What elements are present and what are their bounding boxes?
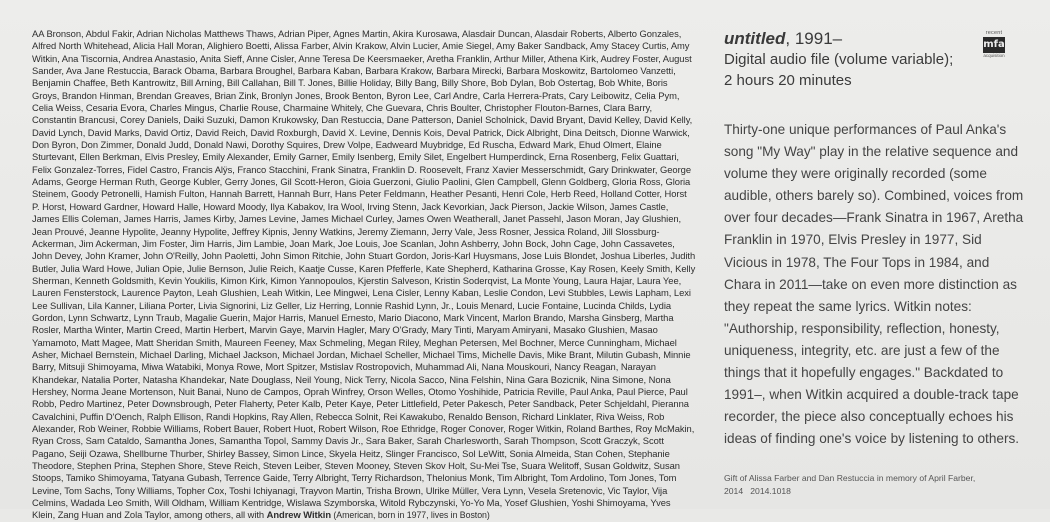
credit-line — [724, 472, 1024, 498]
contributor-names: AA Bronson, Abdul Fakir, Adrian Nicholas Matthews Thaws, Adrian Piper, Agnes Martin, Akira Kurosawa, Alasdair Duncan, Alasdair Roberts, Alberto Gonzales, Alfred North Whitehead, Alicia Hall Moran, Alighiero Boetti, Alissa Farber, Alvin Krakow, Alvin Lucier, Amie Siegel, Amy Baker Sandback, Amy Stacey Curtis, Amy Witkin, Ana Tiscornia, Andrea Anastasio, Anita Sieff, Anne Cisler, Anne Teresa De Keersmaeker, Aretha Franklin, Arthur Miller, Athena Kirk, Audrey Foster, August Sander, Ava Jane Restuccia, Barack Obama, Barbara Broughel, Barbara Kaban, Barbara Krakow, Barbara Mirecki, Barbara Moskowitz, Bartolomeo Vanzetti, Benjamin Chaffee, Beth Kantrowitz, Bill Arning, Bill Callahan, Bill T. Jones, Billie Holiday, Billy Bang, Billy Shore, Bob Dylan, Bob Ostertag, Bob White, Boris Groys, Brandon Hinman, Brendan Greaves, Brian Zink, Bronlyn Jones, Brook Benton, Byron Lee, Carl Andre, Carla Herrera-Prats, Cary Leibowitz, Celia Pym, Celia Weiss, Cesaria Evora, Charles Mingus, Charlie Rouse, Charmaine Whitely, Che Guevara, Chris Boulter, Christopher Flouton-Barnes, Clara Barry, Constantin Brancusi, Corey Daniels, Daiki Suzuki, Damon Krukowsky, Dan Restuccia, Dane Patterson, Daniel Scholnick, David Bryant, David Kelley, David Kelly, David Lynch, David Marks, David Ortiz, David Reich, David Roxburgh, David X. Levine, Dennis Kois, Deval Patrick, Dick Albright, Dina Deitsch, Dionne Warwick, Don Byron, Don Zimmer, Donald Judd, Donald Nawi, Dorothy Squires, Drew Volpe, Eadweard Muybridge, Ed Ruscha, Edward Mark, Ehud Olmert, Elaine Sturtevant, Ellen Berkman, Elvis Presley, Emily Alexander, Emily Garner, Emily Isenberg, Emily Silet, Engelbert Humperdinck, Erna Rosenberg, Felix Guattari, Felix Gonzalez-Torres, Fidel Castro, Francis Alÿs, Franco Stacchini, Frank Sinatra, Franklin D. Roosevelt, Franz Xavier Messerschmidt, Gary Drinkwater, George Adams, George Herman Ruth, George Kubler, Gerry Jones, Gil Scott-Heron, Gioia Guerzoni, Giulio Paolini, Glen Campbell, Glenn Goldberg, Gloria Ross, Gloria Steinem, Goody Petronelli, Hamish Fulton, Hannah Barrett, Hannah Burr, Hans Peter Feldmann, Heather Pesanti, Henri Cole, Herb Reed, Holland Cotter, Horst P. Horst, Howard Gardner, Howard Halle, Howard Moody, Ilya Kabakov, Ira Wool, Irving Stenn, Jack Kevorkian, Jack Pierson, Jackie Wilson, James Castle, James Ellis Coleman, James Harris, James Kirby, James Levine, James Michael Curley, James Owen Weatherall, Janet Passehl, Jason Moran, Jay Glushien, Jean Prouvé, Jeanne Hypolite, Jeanny Hypolite, Jeffrey Kipnis, Jenny Watkins, Jeremy Ziemann, Jerry Vale, Jess Rosner, Jessica Roland, Jill Slossburg-Ackerman, Jim Ackerman, Jim Foster, Jim Harris, Jim Lambie, Joan Mark, Joe Louis, Joe Scanlan, John Ashberry, John Bock, John Cage, John Cassavetes, John Devey, John Kramer, John O'Reilly, John Paoletti, John Simon Ritchie, John Stuart Gordon, Joris-Karl Huysmans, Jose Luis Blondet, Joshua Liberles, Judith Butler, Julia Ward Howe, Julian Opie, Julie Bernson, Julie Reich, Kaatje Cusse, Karen Pfefferle, Kate Shepherd, Katharina Grosse, Kay Rosen, Keely Smith, Kelly Sherman, Kenneth Goldsmith, Kevin Youkilis, Kimon Kirk, Kimon Yannopoulos, Kjerstin Salveson, Kristin Soderqvist, La Monte Young, Laura Hajar, Laura Yee, Lauren Fensterstock, Laurence Payton, Leah Glushien, Leah Witkin, Lee Mingwei, Lena Cisler, Lenny Kaban, Leslie Condon, Levi Stubbles, Lewis Lapham, Lexi Lee Sullivan, Lila Kanner, Liliana Porter, Livia Signorini, Liz Geller, Liz Herring, Lonnie Rashid Lynn, Jr., Louis Menard, Lucie Fontaine, Lucinda Childs, Lydia Gordon, Lynn Schwartz, Lynn Traub, Magalie Guerin, Major Harris, Manuel Ernesto, Mario Diacono, Mark Vincent, Marlon Brando, Marsha Ginsberg, Martha Rosler, Martha Winter, Martin Creed, Martin Herbert, Marvin Gaye, Marvin Hagler, Mary O'Grady, Mary Tinti, Maryam Amiryani, Masako Glushien, Masao Yamamoto, Matt Magee, Matt Sheridan Smith, Maureen Feeney, Max Schmeling, Megan Riley, Meghan Petersen, Mel Bochner, Merce Cunningham, Michael Asher, Michael Bernstein, Michael Darling, Michael Jackson, Michael Jordan, Michael Scheller, Michael Tims, Michelle Davis, Mike Brant, Milutin Gubash, Minnie Barry, Mitsuji Shimoyama, Miwa Watabiki, Monya Rowe, Mort Spitzer, Mstislav Rostropovich, Muhammad Ali, Nana Mouskouri, Nancy Reagan, Narayan Khandekar, Natalia Porter, Natasha Khandekar, Nate Douglass, Neil Young, Nick Terry, Nicola Sacco, Nina Felshin, Nina Gara Bozicnik, Nina Simone, Nona Hershey, Norma Jeane Mortenson, Nuit Banai, Nuno de Campos, Oprah Winfrey, Orson Welles, Otomo Yoshihide, Patricia Reville, Paul Anka, Paul Pierce, Paul Robb, Pedro Martinez, Peter Downsbrough, Peter Flaherty, Peter Kalb, Peter Kaye, Peter Littlefield, Peter Pakesch, Peter Sandback, Peter Schjeldahl, Pieranna Cavalchini, Puffin D'Oench, Ralph Ellison, Randi Hopkins, Ray Allen, Rebecca Solnit, Rei Kawakubo, Renaldo Benson, Richard Linklater, Riva Weiss, Rob Alexander, Rob Weiner, Robbie Williams, Robert Bauer, Robert Huot, Robert Wilson, Roe Ethridge, Roger Conover, Roger Witkin, Roland Barthes, Roy McMakin, Ryan Cross, Sam Cataldo, Samantha Jones, Samantha Topol, Sammy Davis Jr., Sara Baker, Sarah Charlesworth, Sarah Thompson, Scott Graczyk, Scott Pagano, Seiji Ozawa, Shellburne Thurber, Shirley Bassey, Simon Lince, Skyela Heitz, Slinger Francisco, Sol LeWitt, Sonia Almeida, Stan Cohen, Stephanie Theodore, Stephen Prina, Stephen Shore, Steve Reich, Steven Leiber, Steven Mooney, Steven Skov Holt, Su-Mei Tse, Suara Welitoff, Susan Goldwitz, Susan Stoops, Tamiko Shimoyama, Tatyana Gubash, Terrence Gaide, Terry Albright, Terry Richardson, Thelonius Monk, Tim Albright, Tom Ardolino, Tom Jones, Tom Levine, Tom Sachs, Tony Williams, Topher Cox, Toshi Ichiyanagi, Trayvon Martin, Trisha Brown, Ulrike Müller, Vera Lynn, Vesela Sretenovic, Vic Taylor, Vija Celmins, Wadada Leo Smith, Will Oldham, William Kentridge, Wislawa Szymborska, Witold Rybczynski, Yo-Yo Ma, Yosef Glushien, Yoshi Shimoyama, Yves Klein, Zang Huan and Zola Taylor, — [32, 28, 696, 521]
artwork-date: , 1991– — [785, 29, 843, 48]
artwork-title: untitled — [724, 29, 786, 48]
accession-number: 2014 2014.1018 — [724, 486, 791, 496]
artist-bio: (American, born in 1977, lives in Boston) — [331, 510, 490, 521]
logo-top-text: recent — [985, 30, 1003, 36]
among-others-text: among others, all with — [171, 509, 267, 521]
artwork-info — [724, 28, 1024, 450]
credit-text: Gift of Alissa Farber and Dan Restuccia in memory of April Farber, — [724, 473, 976, 483]
contributors-text — [32, 28, 696, 522]
title-line — [724, 28, 1024, 49]
logo-mark: mfa — [983, 37, 1005, 53]
artwork-duration: 2 hours 20 minutes — [724, 72, 852, 89]
artist-name: Andrew Witkin — [266, 509, 331, 521]
logo-bottom-text: acquisition — [983, 53, 1005, 58]
artwork-description: Thirty-one unique performances of Paul Anka's song "My Way" play in the relative sequence and volume they were originally recorded (some audible, others barely so). Combined, voices from over four decades—Frank Sinatra in 1967, Aretha Franklin in 1970, Elvis Presley in 1977, Sid Vicious in 1978, The Four Tops in 1984, and Chara in 2011—take on even more distinction as they repeat the same lyrics. Witkin notes: "Authorship, responsibility, reflection, honesty, uniqueness, integrity, etc. are just a few of the things that it hopefully engages." Backdated to 1991–, when Witkin acquired a double-track tape recorder, the piece also conceptually echoes his ideas of finding one's voice by listening to others. — [724, 122, 1024, 447]
artwork-medium: Digital audio file (volume variable); — [724, 51, 954, 68]
